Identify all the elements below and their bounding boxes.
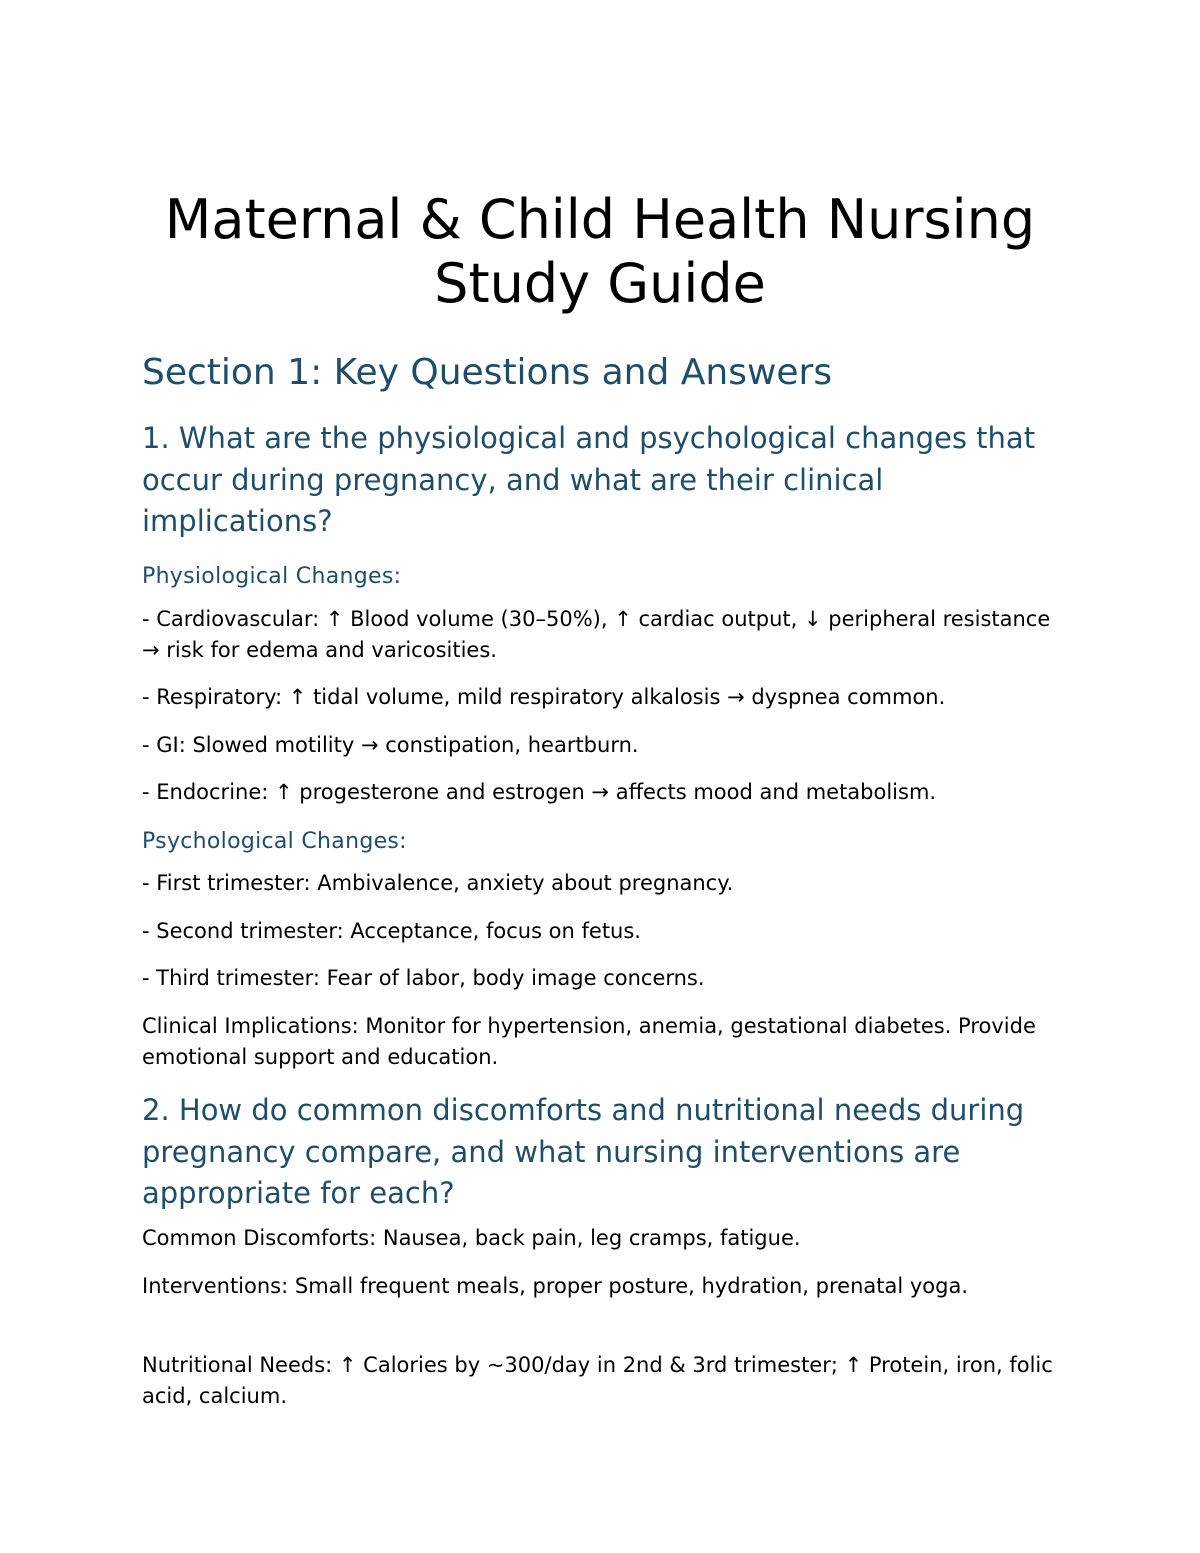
document-title (142, 188, 1058, 316)
question-1-heading: 1. What are the physiological and psychological changes that occur during pregnancy, and what are their clinical implications? (142, 421, 1036, 538)
interventions: Interventions: Small frequent meals, proper posture, hydration, prenatal yoga. (142, 1274, 969, 1298)
nutritional-needs: Nutritional Needs: ↑ Calories by ~300/day in 2nd & 3rd trimester; ↑ Protein, iron, folic acid, calcium. (142, 1353, 1053, 1408)
title-line-1: Maternal & Child Health Nursing (164, 188, 1036, 251)
physiological-changes-heading: Physiological Changes: (142, 564, 402, 589)
physiological-item-cardiovascular: - Cardiovascular: ↑ Blood volume (30–50%), ↑ cardiac output, ↓ peripheral resistance → risk for edema and varicosities. (142, 607, 1051, 662)
common-discomforts: Common Discomforts: Nausea, back pain, leg cramps, fatigue. (142, 1226, 801, 1250)
question-2-heading: 2. How do common discomforts and nutritional needs during pregnancy compare, and what nursing interventions are appropriate for each? (142, 1093, 1025, 1210)
psychological-item-first-trimester: - First trimester: Ambivalence, anxiety about pregnancy. (142, 871, 734, 895)
clinical-implications: Clinical Implications: Monitor for hypertension, anemia, gestational diabetes. Provide emotional support and education. (142, 1014, 1036, 1069)
physiological-item-gi: - GI: Slowed motility → constipation, heartburn. (142, 733, 639, 757)
psychological-item-third-trimester: - Third trimester: Fear of labor, body image concerns. (142, 966, 705, 990)
psychological-changes-heading: Psychological Changes: (142, 829, 407, 854)
physiological-item-endocrine: - Endocrine: ↑ progesterone and estrogen → affects mood and metabolism. (142, 780, 937, 804)
title-line-2: Study Guide (434, 252, 766, 315)
psychological-item-second-trimester: - Second trimester: Acceptance, focus on fetus. (142, 919, 641, 943)
section-1-heading: Section 1: Key Questions and Answers (142, 352, 833, 393)
physiological-item-respiratory: - Respiratory: ↑ tidal volume, mild respiratory alkalosis → dyspnea common. (142, 685, 946, 709)
